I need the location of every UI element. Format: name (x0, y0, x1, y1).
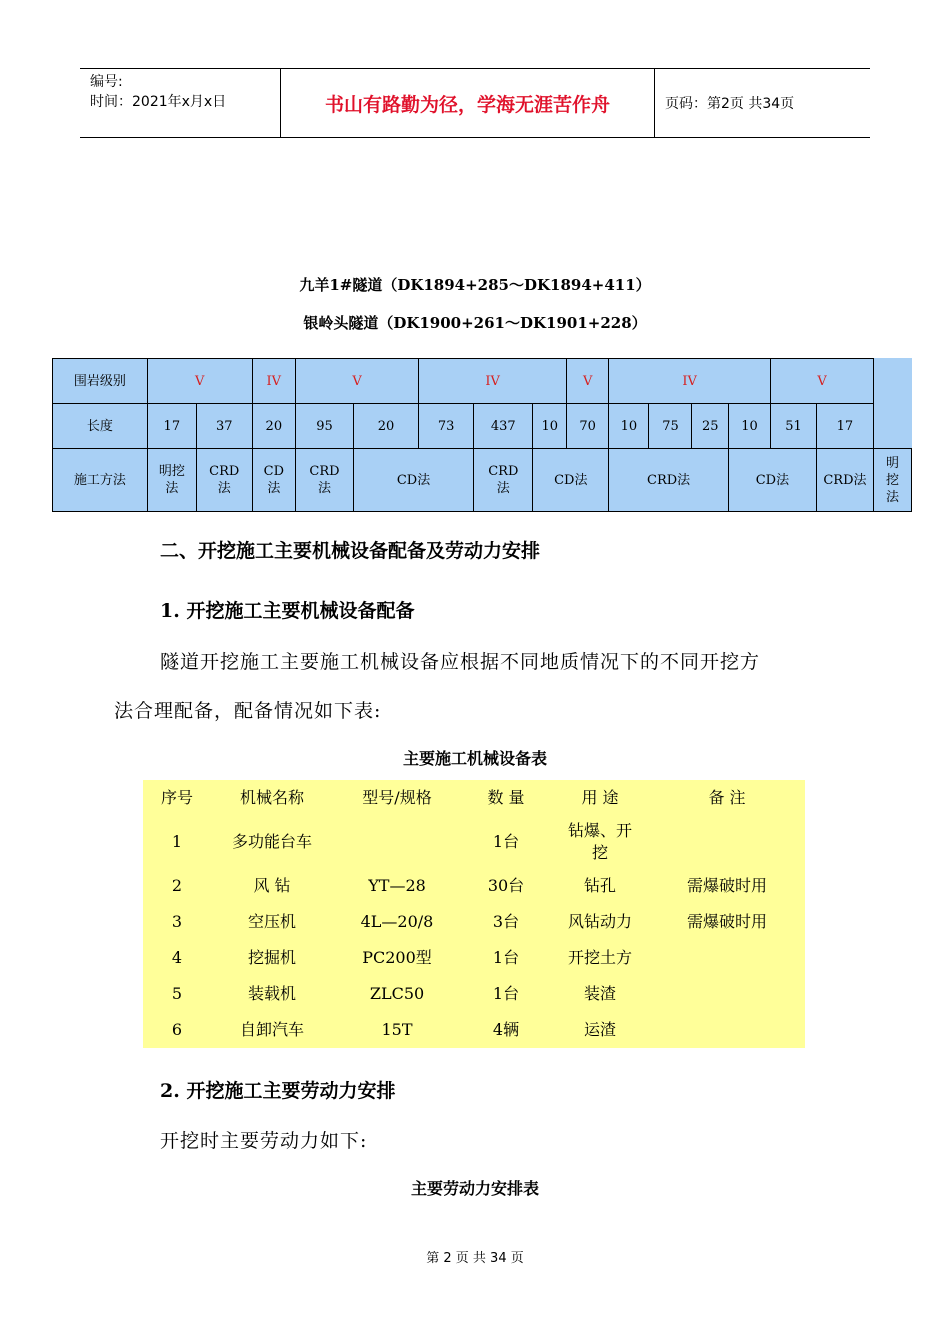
cell: 装渣 (583, 984, 616, 1003)
time-label: 时间：2021年x月x日 (90, 94, 227, 110)
method-cell: CRD法 (196, 449, 252, 512)
cell: 风 钻 (253, 876, 291, 895)
method-cell: CRD法 (296, 449, 354, 512)
row-header-method: 施工方法 (53, 449, 148, 512)
method-cell: CD法 (728, 449, 816, 512)
cell: 1 (171, 832, 183, 851)
method-cell: CD法 (533, 449, 609, 512)
cell: 钻孔 (583, 876, 616, 895)
cell (649, 940, 805, 976)
grade-cell: V (296, 359, 419, 404)
length-cell: 20 (252, 404, 296, 449)
cell: 自卸汽车 (239, 1020, 304, 1039)
cell: 需爆破时用 (686, 876, 767, 895)
cell: 3 (171, 912, 183, 931)
grade-cell: V (147, 359, 252, 404)
grade-cell: IV (609, 359, 771, 404)
table-row (143, 1012, 805, 1048)
grade-cell: IV (419, 359, 567, 404)
length-cell: 70 (567, 404, 609, 449)
cell (333, 816, 461, 868)
length-cell: 10 (533, 404, 567, 449)
cell: 3台 (492, 912, 520, 931)
column-header: 备 注 (708, 788, 746, 807)
method-cell: CRD法 (609, 449, 729, 512)
paragraph-line: 隧道开挖施工主要施工机械设备应根据不同地质情况下的不同开挖方 (160, 651, 761, 673)
length-cell: 437 (474, 404, 533, 449)
cell: 开挖土方 (567, 948, 632, 967)
cell: 5 (171, 984, 183, 1003)
length-cell: 17 (147, 404, 196, 449)
cell: 空压机 (247, 912, 296, 931)
cell: 6 (171, 1020, 183, 1039)
cell: 风钻动力 (567, 912, 632, 931)
grade-cell: V (771, 359, 874, 404)
cell: 1台 (492, 832, 520, 851)
cell: 多功能台车 (231, 832, 312, 851)
page-footer: 第 2 页 共 34 页 (426, 1251, 524, 1266)
method-cell: CRD法 (474, 449, 533, 512)
row-header-length: 长度 (53, 404, 148, 449)
equipment-table (143, 780, 805, 1048)
cell: 挖掘机 (247, 948, 296, 967)
cell: 1台 (492, 984, 520, 1003)
cell: ZLC50 (369, 984, 425, 1003)
table-header-row (143, 780, 805, 816)
paragraph-line: 法合理配备，配备情况如下表: (114, 700, 382, 722)
length-cell: 10 (609, 404, 649, 449)
cell: PC200型 (362, 948, 432, 967)
grade-cell: IV (252, 359, 296, 404)
row-header-grade: 围岩级别 (53, 359, 148, 404)
header-left (80, 69, 280, 137)
method-cell: 明挖法 (147, 449, 196, 512)
table-row (143, 868, 805, 904)
column-header: 机械名称 (239, 788, 304, 807)
table-row (53, 449, 912, 512)
length-cell: 17 (816, 404, 873, 449)
cell (649, 816, 805, 868)
length-cell: 95 (296, 404, 354, 449)
table-row (143, 816, 805, 868)
column-header: 用 途 (581, 788, 619, 807)
tunnel-title-2: 银岭头隧道（DK1900+261～DK1901+228） (303, 314, 647, 332)
cell: 钻爆、开挖 (567, 821, 632, 862)
length-cell: 20 (353, 404, 418, 449)
paragraph-line: 开挖时主要劳动力如下: (160, 1130, 368, 1152)
length-cell: 75 (649, 404, 692, 449)
cell (649, 976, 805, 1012)
cell: 4辆 (492, 1020, 520, 1039)
page-info: 页码：第2页 共34页 (665, 96, 795, 112)
cell: 15T (381, 1020, 413, 1039)
table-row (53, 404, 912, 449)
column-header: 序号 (160, 788, 193, 807)
method-cell: 明挖法 (873, 449, 911, 512)
table-row (143, 940, 805, 976)
labor-table-title: 主要劳动力安排表 (410, 1179, 539, 1198)
table-row (53, 359, 912, 404)
subsection-heading-1: 1. 开挖施工主要机械设备配备 (160, 600, 415, 622)
cell: 2 (171, 876, 183, 895)
rock-grade-table (52, 358, 912, 512)
number-label: 编号: (90, 74, 123, 90)
table-row (143, 976, 805, 1012)
cell: 4 (171, 948, 183, 967)
cell: 30台 (487, 876, 525, 895)
cell: 运渣 (583, 1020, 616, 1039)
method-cell: CD法 (252, 449, 296, 512)
cell: YT—28 (368, 876, 426, 895)
column-header: 数 量 (487, 788, 525, 807)
tunnel-title-1: 九羊1#隧道（DK1894+285～DK1894+411） (299, 276, 651, 294)
length-cell: 25 (692, 404, 729, 449)
cell: 需爆破时用 (686, 912, 767, 931)
length-cell: 51 (771, 404, 817, 449)
length-cell: 73 (419, 404, 474, 449)
equipment-table-title: 主要施工机械设备表 (402, 749, 547, 768)
cell: 4L—20/8 (360, 912, 434, 931)
page-header (80, 68, 870, 138)
length-cell: 10 (728, 404, 770, 449)
motto: 书山有路勤为径，学海无涯苦作舟 (280, 69, 655, 137)
cell: 1台 (492, 948, 520, 967)
grade-cell: V (567, 359, 609, 404)
method-cell: CRD法 (816, 449, 873, 512)
column-header: 型号/规格 (362, 788, 432, 807)
table-row (143, 904, 805, 940)
method-cell: CD法 (353, 449, 473, 512)
length-cell: 37 (196, 404, 252, 449)
cell: 装载机 (247, 984, 296, 1003)
section-heading: 二、开挖施工主要机械设备配备及劳动力安排 (160, 540, 541, 562)
subsection-heading-2: 2. 开挖施工主要劳动力安排 (160, 1080, 396, 1102)
cell (649, 1012, 805, 1048)
